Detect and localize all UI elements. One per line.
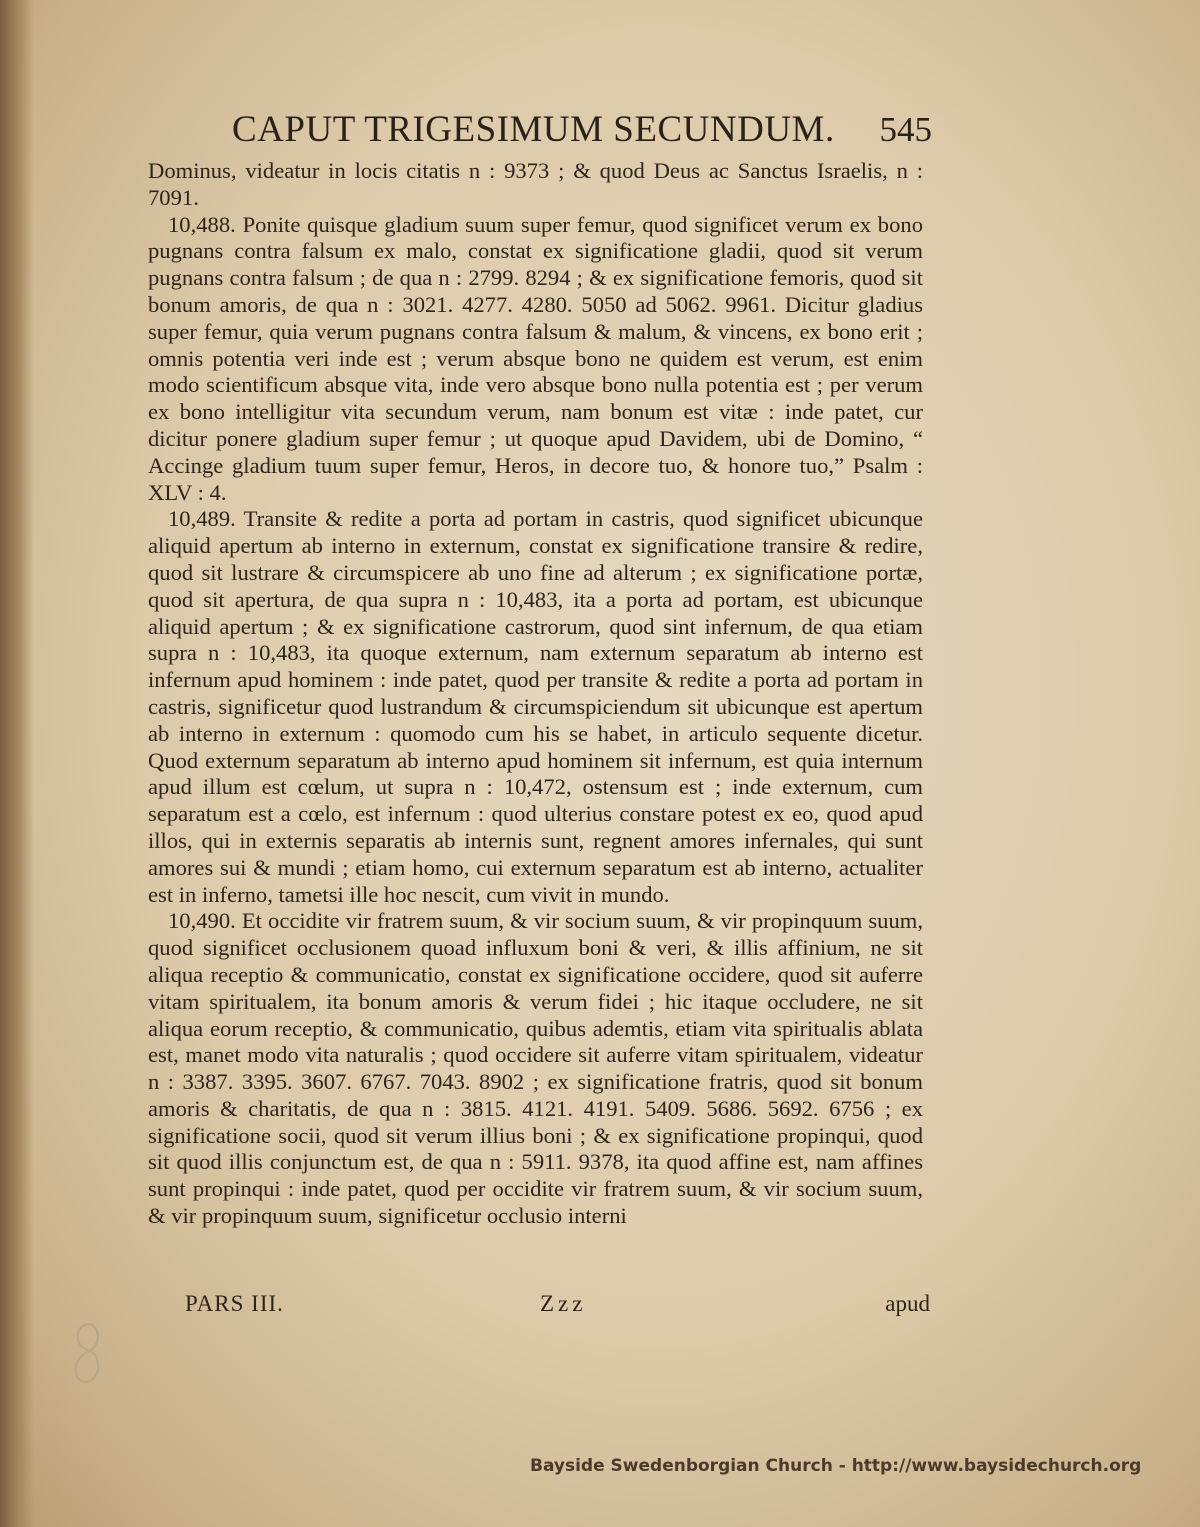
- paragraph-10489: 10,489. Transite & redite a porta ad portam in castris, quod significet ubicunque aliquid apertum ab interno in externum, constat ex significatione transire & redire, quod sit lustrare & circumspicere ab uno fine ad alterum ; ex significatione portæ, quod sit apertura, de qua supra n : 10,483, ita a porta ad portam, est ubicunque aliquid apertum ; & ex significatione castrorum, quod sint infernum, de qua etiam supra n : 10,483, ita quoque externum, nam externum separatum ab interno est infernum apud hominem : inde patet, quod per transite & redite a porta ad portam in castris, significetur quod lustrandum & circumspiciendum sit ubicunque est apertum ab interno in externum : quomodo cum his se habet, in articulo sequente dicetur. Quod externum separatum ab interno apud hominem sit infernum, est quia internum apud illum est cœlum, ut supra n : 10,472, ostensum est ; inde externum, cum separatum est a cœlo, est infernum : quod ulterius constare potest ex eo, quod apud illos, qui in externis separatis ab internis sunt, regnent amores infernales, qui sunt amores sui & mundi ; etiam homo, cui externum separatum est ab interno, actualiter est in inferno, tametsi ille hoc nescit, cum vivit in mundo.: [148, 506, 923, 907]
- signature-mark: Zzz: [540, 1291, 587, 1316]
- body-text: [148, 158, 923, 1230]
- page-gutter-shadow: [0, 0, 34, 1527]
- running-title: CAPUT TRIGESIMUM SECUNDUM.: [232, 109, 835, 150]
- watermark: Bayside Swedenborgian Church - http://www.baysidechurch.org: [530, 1456, 1142, 1476]
- paragraph-10488: 10,488. Ponite quisque gladium suum super femur, quod significet verum ex bono pugnans contra falsum ex malo, constat ex significatione gladii, quod sit verum pugnans contra falsum ; de qua n : 2799. 8294 ; & ex significatione femoris, quod sit bonum amoris, de qua n : 3021. 4277. 4280. 5050 ad 5062. 9961. Dicitur gladius super femur, quia verum pugnans contra falsum & malum, & vincens, ex bono erit ; omnis potentia veri inde est ; verum absque bono ne quidem est verum, est enim modo scientificum absque vita, inde vero absque bono nulla potentia est ; per verum ex bono intelligitur vita secundum verum, nam bonum est vitæ : inde patet, cur dicitur ponere gladium super femur ; ut quoque apud Davidem, ubi de Domino, “ Accinge gladium tuum super femur, Heros, in decore tuo, & honore tuo,” Psalm : XLV : 4.: [148, 211, 923, 505]
- paragraph-10490: 10,490. Et occidite vir fratrem suum, & vir socium suum, & vir propinquum suum, quod significet occlusionem quoad influxum boni & veri, & illis affinium, ne sit aliqua receptio & communicatio, constat ex significatione occidere, quod sit auferre vitam spiritualem, ita bonum amoris & verum fidei ; hic itaque occludere, ne sit aliqua eorum receptio, & communicatio, quibus ademtis, etiam vita spiritualis ablata est, manet modo vita naturalis ; quod occidere sit auferre vitam spiritualem, videatur n : 3387. 3395. 3607. 6767. 7043. 8902 ; ex significatione fratris, quod sit bonum amoris & charitatis, de qua n : 3815. 4121. 4191. 5409. 5686. 5692. 6756 ; ex significatione socii, quod sit verum illius boni ; & ex significatione propinqui, quod sit quod illis conjunctum est, de qua n : 5911. 9378, ita quod affine est, nam affines sunt propinqui : inde patet, quod per occidite vir fratrem suum, & vir socium suum, & vir propinquum suum, significetur occlusio interni: [148, 908, 923, 1229]
- pencil-mark-icon: [66, 1318, 110, 1388]
- page-number: 545: [879, 110, 932, 149]
- page-header: [232, 108, 932, 158]
- paragraph-continued: Dominus, videatur in locis citatis n : 9373 ; & quod Deus ac Sanctus Israelis, n : 7091.: [148, 158, 923, 210]
- part-label: PARS III.: [185, 1291, 284, 1316]
- catchword: apud: [885, 1291, 930, 1316]
- page-footer: [185, 1291, 930, 1323]
